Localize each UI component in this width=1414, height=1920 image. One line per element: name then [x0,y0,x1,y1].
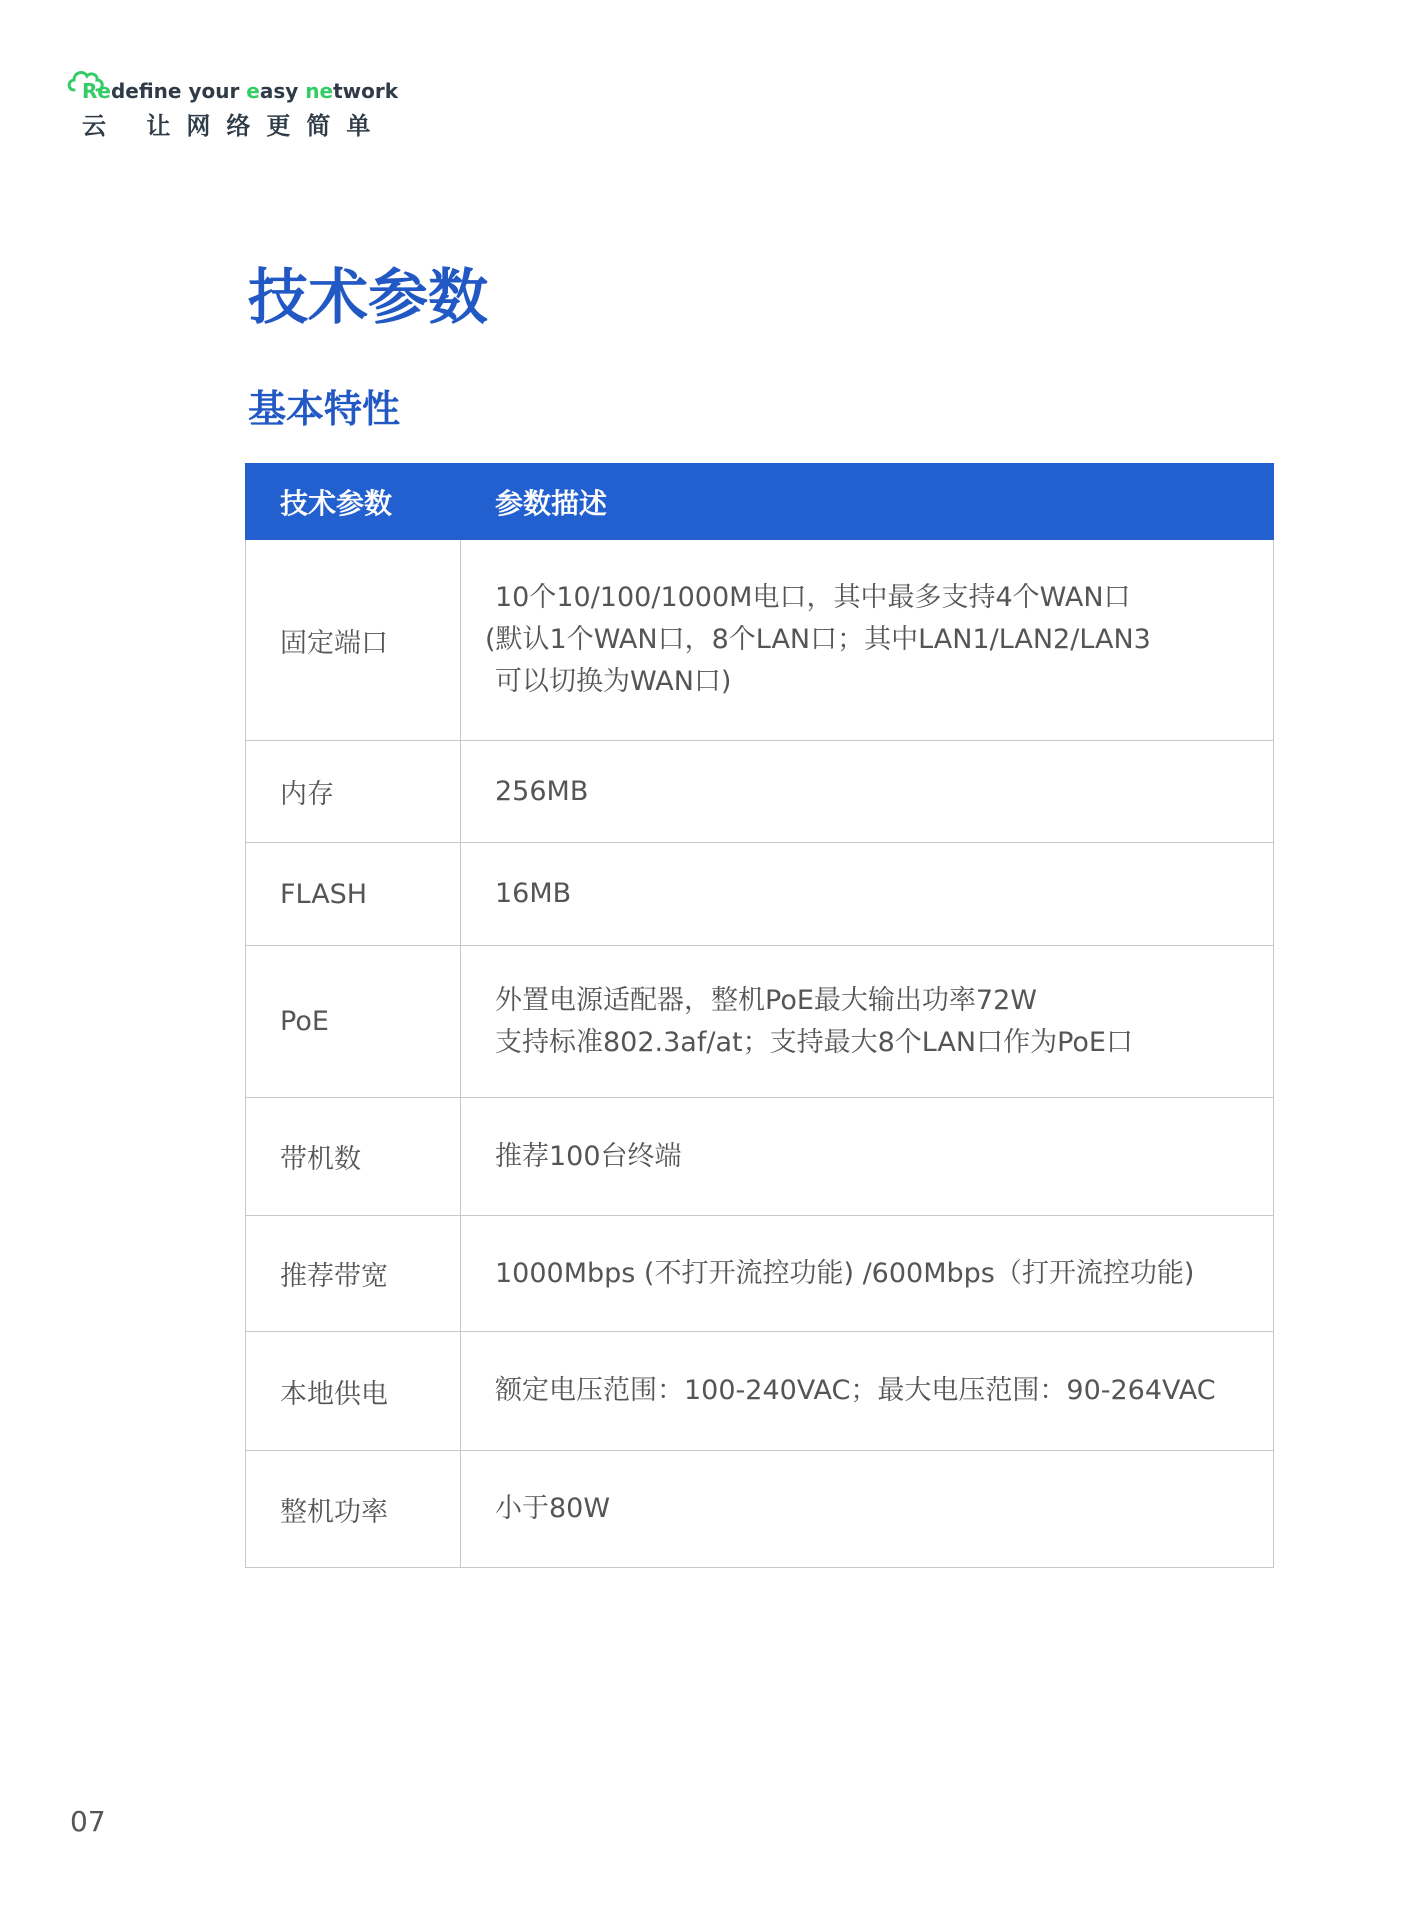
desc-line: 小于80W [495,1493,611,1524]
desc-cell [461,540,1274,741]
page-number: 07 [70,1805,106,1838]
desc-line: 额定电压范围：100-240VAC；最大电压范围：90-264VAC [495,1375,1216,1406]
desc-line: 可以切换为WAN口) [495,666,732,697]
spec-table [245,463,1274,1568]
desc-cell [461,1216,1274,1332]
table-row [246,843,1274,946]
table-header-row [246,464,1274,540]
param-cell: 固定端口 [246,540,461,741]
param-cell: PoE [246,946,461,1098]
table-row [246,741,1274,843]
section-title: 基本特性 [248,387,401,431]
param-cell: 内存 [246,741,461,843]
desc-line: 256MB [495,775,589,807]
column-header-desc: 参数描述 [461,464,1274,540]
desc-cell [461,843,1274,946]
param-cell: 整机功率 [246,1451,461,1568]
brand-logo [64,64,399,144]
column-header-param: 技术参数 [246,464,461,540]
param-cell: 本地供电 [246,1332,461,1451]
page-title: 技术参数 [248,263,488,333]
param-cell: 推荐带宽 [246,1216,461,1332]
desc-cell [461,1098,1274,1216]
desc-cell [461,1332,1274,1451]
table-row [246,1451,1274,1568]
brand-slogan: 云 让网络更简单 [82,112,387,140]
table-row [246,946,1274,1098]
param-cell: FLASH [246,843,461,946]
desc-line: 10个10/100/1000M电口，其中最多支持4个WAN口 [495,582,1131,613]
desc-line: 外置电源适配器，整机PoE最大输出功率72W [495,984,1037,1016]
desc-line: 推荐100台终端 [495,1140,682,1172]
desc-line: 支持标准802.3af/at；支持最大8个LAN口作为PoE口 [495,1026,1133,1058]
desc-cell [461,946,1274,1098]
brand-tagline: Redefine your easy network [82,79,399,103]
table-row [246,1098,1274,1216]
desc-line: 16MB [495,878,572,909]
desc-cell [461,1451,1274,1568]
table-row [246,1216,1274,1332]
desc-cell [461,741,1274,843]
table-row [246,540,1274,741]
desc-line: (默认1个WAN口，8个LAN口；其中LAN1/LAN2/LAN3 [485,624,1151,655]
param-cell: 带机数 [246,1098,461,1216]
desc-line: 1000Mbps (不打开流控功能) /600Mbps（打开流控功能) [495,1257,1195,1289]
table-row [246,1332,1274,1451]
